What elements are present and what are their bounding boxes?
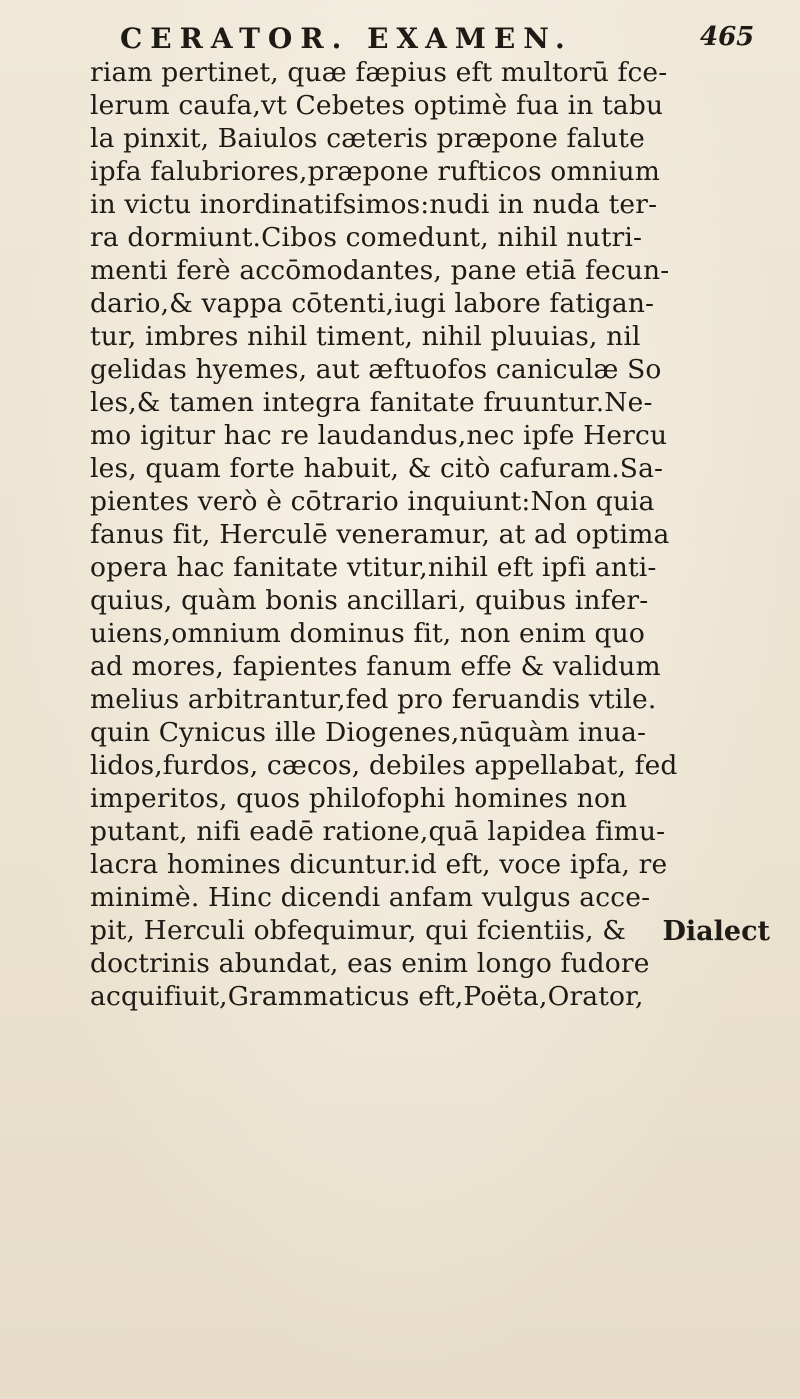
text-line: imperitos, quos philofophi homines non bbox=[90, 783, 628, 814]
text-line: uiens,omnium dominus fit, non enim quo bbox=[90, 618, 645, 649]
text-line: pit, Herculi obfequimur, qui fcientiis, & bbox=[90, 915, 626, 946]
text-line: riam pertinet, quæ fæpius eft multorū fce- bbox=[90, 57, 668, 88]
text-line: doctrinis abundat, eas enim longo fudore bbox=[90, 948, 650, 979]
text-line: lidos,furdos, cæcos, debiles appellabat, fed bbox=[90, 750, 678, 781]
text-line: lacra homines dicuntur.id eft, voce ipfa, re bbox=[90, 849, 668, 880]
text-line: mo igitur hac re laudandus,nec ipfe Hercu bbox=[90, 420, 668, 451]
text-line: pientes verò è cōtrario inquiunt:Non quia bbox=[90, 486, 655, 517]
text-line: putant, nifi eadē ratione,quā lapidea fimu- bbox=[90, 816, 666, 847]
catchword: Dialect bbox=[662, 916, 770, 947]
text-line: ipfa falubriores,præpone rufticos omnium bbox=[90, 156, 660, 187]
text-line: les,& tamen integra fanitate fruuntur.Ne- bbox=[90, 387, 653, 418]
text-line: fanus fit, Herculē veneramur, at ad optima bbox=[90, 519, 670, 550]
text-line: ra dormiunt.Cibos comedunt, nihil nutri- bbox=[90, 222, 643, 253]
text-line: lerum caufa,vt Cebetes optimè fua in tabu bbox=[90, 90, 664, 121]
page-number: 465 bbox=[700, 22, 755, 52]
text-line: opera hac fanitate vtitur,nihil eft ipfi anti- bbox=[90, 552, 657, 583]
text-line: menti ferè accōmodantes, pane etiā fecun- bbox=[90, 255, 670, 286]
text-line: quius, quàm bonis ancillari, quibus infer- bbox=[90, 585, 649, 616]
text-line: quin Cynicus ille Diogenes,nūquàm inua- bbox=[90, 717, 647, 748]
text-line: dario,& vappa cōtenti,iugi labore fatigan- bbox=[90, 288, 655, 319]
text-line: tur, imbres nihil timent, nihil pluuias, nil bbox=[90, 321, 641, 352]
catchword-row bbox=[90, 915, 770, 949]
text-line: in victu inordinatifsimos:nudi in nuda ter- bbox=[90, 189, 658, 220]
text-line: gelidas hyemes, aut æftuofos caniculæ So bbox=[90, 354, 662, 385]
text-line: melius arbitrantur,fed pro feruandis vtile. bbox=[90, 684, 657, 715]
text-line: ad mores, fapientes fanum effe & validum bbox=[90, 651, 661, 682]
page-header bbox=[90, 12, 770, 60]
text-line: la pinxit, Baiulos cæteris præpone falute bbox=[90, 123, 645, 154]
text-line: acquifiuit,Grammaticus eft,Poëta,Orator, bbox=[90, 981, 644, 1012]
running-head: CERATOR. EXAMEN. bbox=[120, 22, 573, 55]
body-text bbox=[90, 56, 770, 1013]
text-line: minimè. Hinc dicendi anfam vulgus acce- bbox=[90, 882, 651, 913]
text-line: les, quam forte habuit, & citò cafuram.Sa- bbox=[90, 453, 664, 484]
